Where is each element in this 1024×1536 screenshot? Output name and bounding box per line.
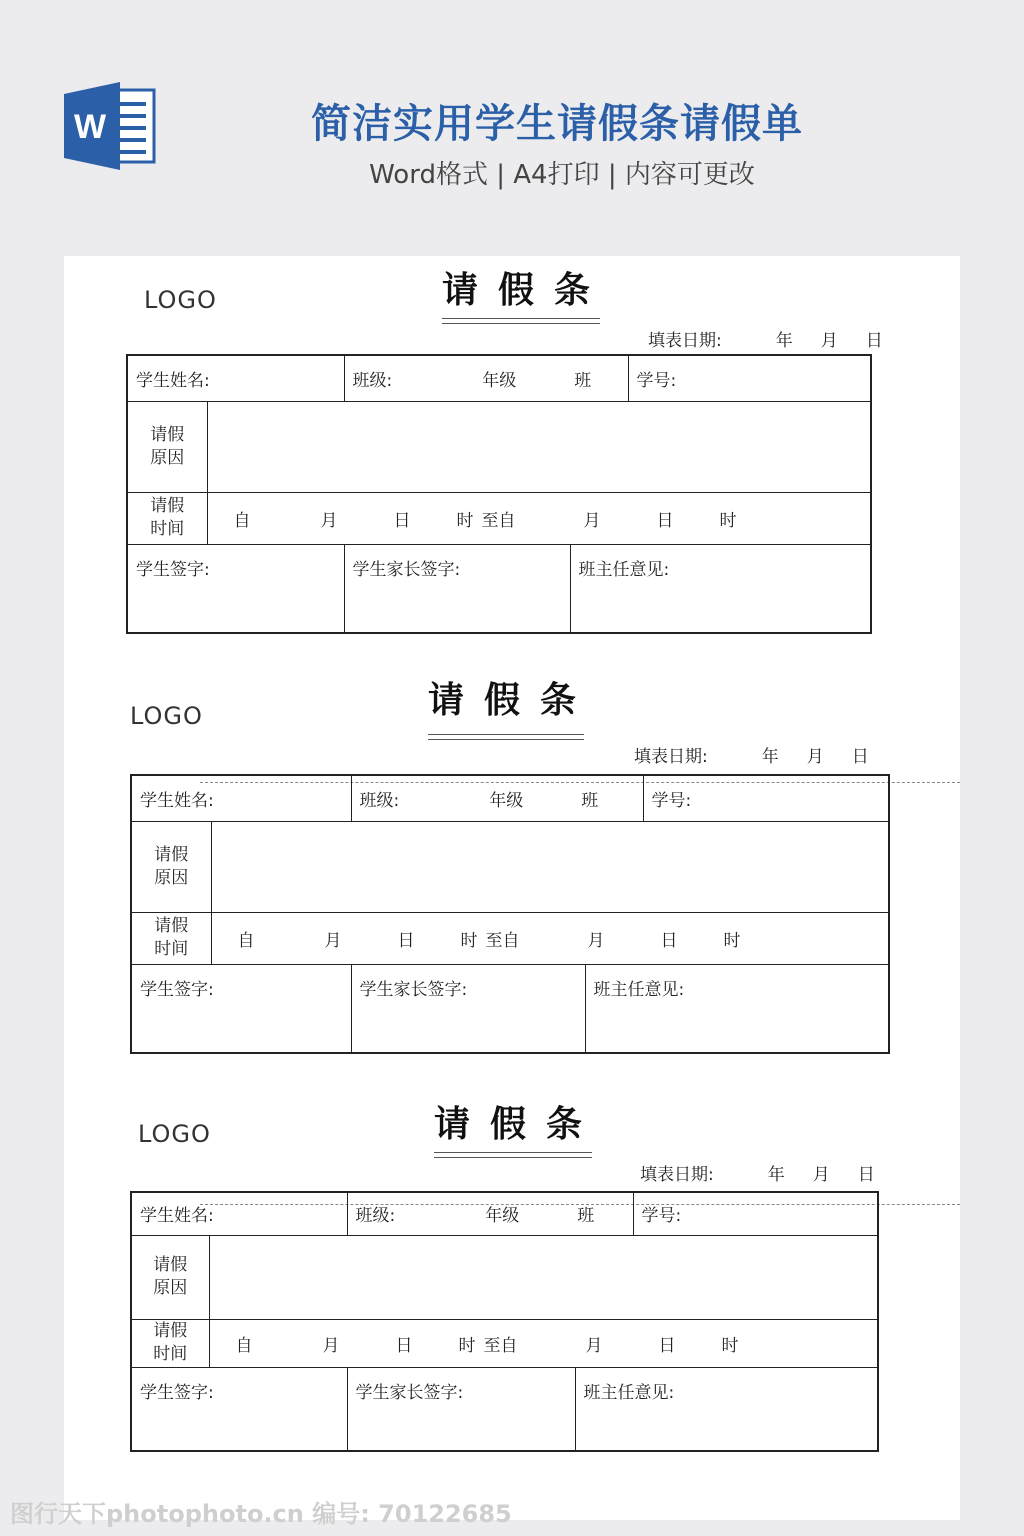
teacher-opinion-field[interactable]: 班主任意见: xyxy=(585,964,889,1053)
leave-form-table xyxy=(130,774,890,1054)
form-title: 请假条 xyxy=(434,1104,603,1145)
reason-label: 请假 原因 xyxy=(131,821,211,912)
reason-field[interactable] xyxy=(211,821,889,912)
page-title: 简洁实用学生请假条请假单 xyxy=(311,101,803,147)
leave-form-table xyxy=(126,354,872,634)
time-field[interactable]: 自 月 日 时 至自 月 日 时 xyxy=(209,1319,878,1367)
page-header xyxy=(0,0,1024,250)
student-sign-field[interactable]: 学生签字: xyxy=(131,964,351,1053)
logo: LOGO xyxy=(138,1120,211,1148)
date-day: 日 xyxy=(865,331,883,351)
logo: LOGO xyxy=(144,286,217,314)
reason-label: 请假 原因 xyxy=(127,401,207,492)
date-year: 年 xyxy=(775,331,793,351)
fill-date: 填表日期: 年 月 日 xyxy=(640,1165,875,1185)
title-underline xyxy=(434,1152,592,1158)
leave-form-table xyxy=(130,1191,879,1452)
time-label: 请假 时间 xyxy=(131,912,211,964)
page-subtitle: Word格式 | A4打印 | 内容可更改 xyxy=(369,160,755,190)
student-no-cell[interactable]: 学号: xyxy=(633,1192,878,1235)
student-no-cell[interactable]: 学号: xyxy=(643,775,889,821)
title-underline xyxy=(428,734,584,740)
date-label: 填表日期: xyxy=(648,331,722,351)
fill-date xyxy=(648,326,883,351)
time-label: 请假 时间 xyxy=(127,492,207,544)
teacher-opinion-field[interactable]: 班主任意见: xyxy=(570,544,871,633)
time-label: 请假 时间 xyxy=(131,1319,209,1367)
svg-text:W: W xyxy=(73,108,107,146)
parent-sign-field[interactable]: 学生家长签字: xyxy=(351,964,585,1053)
time-field[interactable]: 自 月 日 时 至自 月 日 时 xyxy=(211,912,889,964)
document-paper xyxy=(64,256,960,1520)
watermark: 图行天下photophoto.cn 编号: 70122685 xyxy=(10,1500,512,1528)
class-cell[interactable]: 班级: 年级 班 xyxy=(347,1192,633,1235)
date-month: 月 xyxy=(820,331,838,351)
reason-field[interactable] xyxy=(207,401,871,492)
parent-sign-field[interactable]: 学生家长签字: xyxy=(347,1367,575,1451)
time-field[interactable]: 自 月 日 时 至自 月 日 时 xyxy=(207,492,871,544)
form-title: 请假条 xyxy=(428,680,597,721)
form-title: 请假条 xyxy=(442,270,611,311)
student-sign-field[interactable]: 学生签字: xyxy=(131,1367,347,1451)
class-cell[interactable]: 班级: 年级 班 xyxy=(351,775,643,821)
student-name-cell[interactable]: 学生姓名: xyxy=(131,775,351,821)
parent-sign-field[interactable]: 学生家长签字: xyxy=(344,544,570,633)
teacher-opinion-field[interactable]: 班主任意见: xyxy=(575,1367,878,1451)
title-underline xyxy=(442,318,600,324)
logo: LOGO xyxy=(130,702,203,730)
student-name-cell[interactable]: 学生姓名: xyxy=(131,1192,347,1235)
student-no-cell[interactable]: 学号: xyxy=(628,355,871,401)
reason-label: 请假 原因 xyxy=(131,1235,209,1319)
reason-field[interactable] xyxy=(209,1235,878,1319)
student-name-cell[interactable]: 学生姓名: xyxy=(127,355,344,401)
student-sign-field[interactable]: 学生签字: xyxy=(127,544,344,633)
fill-date: 填表日期: 年 月 日 xyxy=(634,747,869,767)
class-cell[interactable]: 班级: 年级 班 xyxy=(344,355,628,401)
